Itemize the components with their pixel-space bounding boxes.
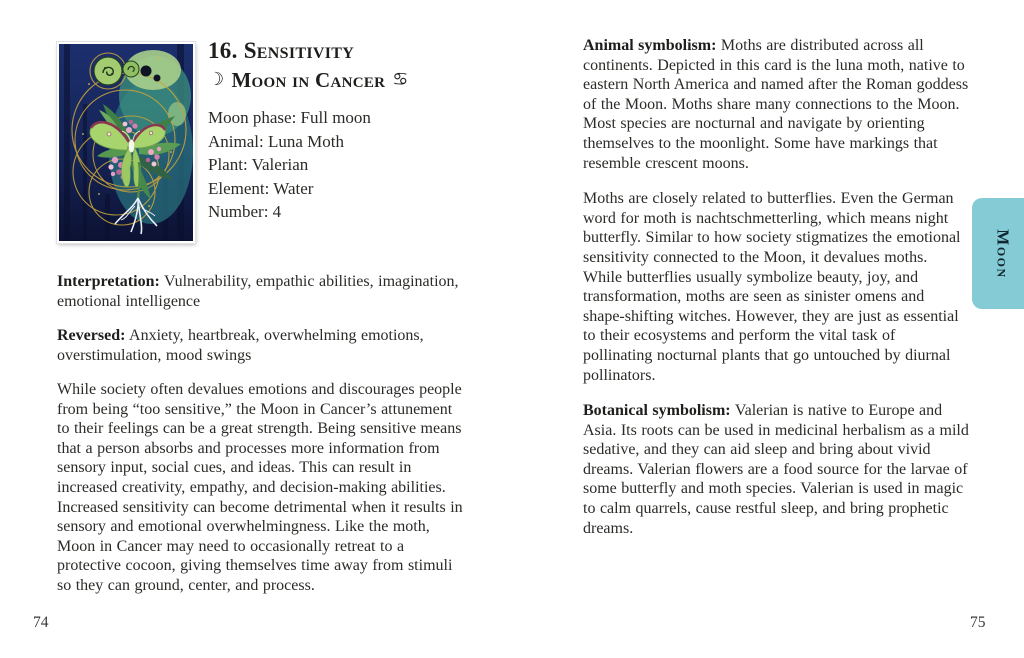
- animal-symbolism-label: Animal symbolism:: [583, 37, 717, 54]
- detail-moon-phase: Moon phase: Full moon: [208, 108, 371, 127]
- animal-symbolism-paragraph: [583, 36, 969, 173]
- interpretation-paragraph: [57, 272, 461, 311]
- animal-symbolism-text: Moths are distributed across all continents. Depicted in this card is the luna moth, native to eastern North America and named after the Roman goddess of the Moon. Moths share many connections to the Moon. Most species are nocturnal and navigate by orienting themselves to the moonlight. Some have markings that resemble crescent moons.: [583, 37, 969, 172]
- card-heading-block: [208, 38, 409, 93]
- card-art-svg: [59, 44, 193, 241]
- botanical-symbolism-label: Botanical symbolism:: [583, 402, 731, 420]
- cancer-zodiac-icon: ♋: [392, 69, 409, 91]
- page-number-left: 74: [33, 614, 49, 631]
- right-page-column: [583, 36, 969, 554]
- interpretation-text: Vulnerability, empathic abilities, imagination, emotional intelligence: [57, 273, 459, 310]
- interpretation-label: Interpretation:: [57, 273, 160, 290]
- reversed-text: Anxiety, heartbreak, overwhelming emotions, overstimulation, mood swings: [57, 327, 424, 364]
- reversed-paragraph: [57, 326, 467, 365]
- card-details-list: [208, 106, 371, 224]
- moon-side-tab: [972, 198, 1024, 309]
- botanical-symbolism-text: Valerian is native to Europe and Asia. Its roots can be used in medicinal herbalism as a mild sedative, and they can aid sleep and bring about vivid dreams. Valerian flowers are a food source for the larvae of some butterfly and moth species. Valerian is used in magic to calm quarrels, cause restful sleep, and bring prophetic dreams.: [583, 402, 969, 537]
- page-number-right: 75: [970, 614, 986, 631]
- card-image: [57, 42, 195, 243]
- left-body-paragraph: While society often devalues emotions and discourages people from being “too sensitive,” the Moon in Cancer’s attunement to their feelings can be a great strength. Being sensitive means that a person absorbs and processes more information from sensory input, social cues, and ideas. This can result in increased creativity, empathy, and decision-making abilities. Increased sensitivity can become detrimental when it results in sensory and emotional overwhelmingness. Like the moth, Moon in Cancer may need to occasionally retreat to a protective cocoon, giving themselves time away from stimuli so they can ground, center, and process.: [57, 381, 463, 594]
- card-subtitle-text: Moon in Cancer: [231, 68, 386, 93]
- botanical-symbolism-paragraph: [583, 401, 969, 538]
- moon-side-tab-label: Moon: [993, 228, 1013, 279]
- reversed-label: Reversed:: [57, 327, 126, 344]
- moon-crescent-icon: ☽: [208, 69, 225, 91]
- moths-paragraph: Moths are closely related to butterflies. Even the German word for moth is nachtschmetterling, which means night butterfly. Similar to how society stigmatizes the emotional sensitivity connected to the Moon, it devalues moths. While butterflies usually symbolize beauty, joy, and transformation, moths are seen as sinister omens and shape-shifting witches. However, they are just as essential to their ecosystems and perform the vital task of pollinating nocturnal plants that go untouched by diurnal pollinators.: [583, 190, 961, 384]
- card-title: 16. Sensitivity: [208, 38, 355, 63]
- card-subtitle: [208, 68, 409, 92]
- detail-number: Number: 4: [208, 202, 282, 221]
- detail-animal: Animal: Luna Moth: [208, 131, 344, 151]
- detail-plant: Plant: Valerian: [208, 155, 309, 174]
- detail-element: Element: Water: [208, 178, 314, 198]
